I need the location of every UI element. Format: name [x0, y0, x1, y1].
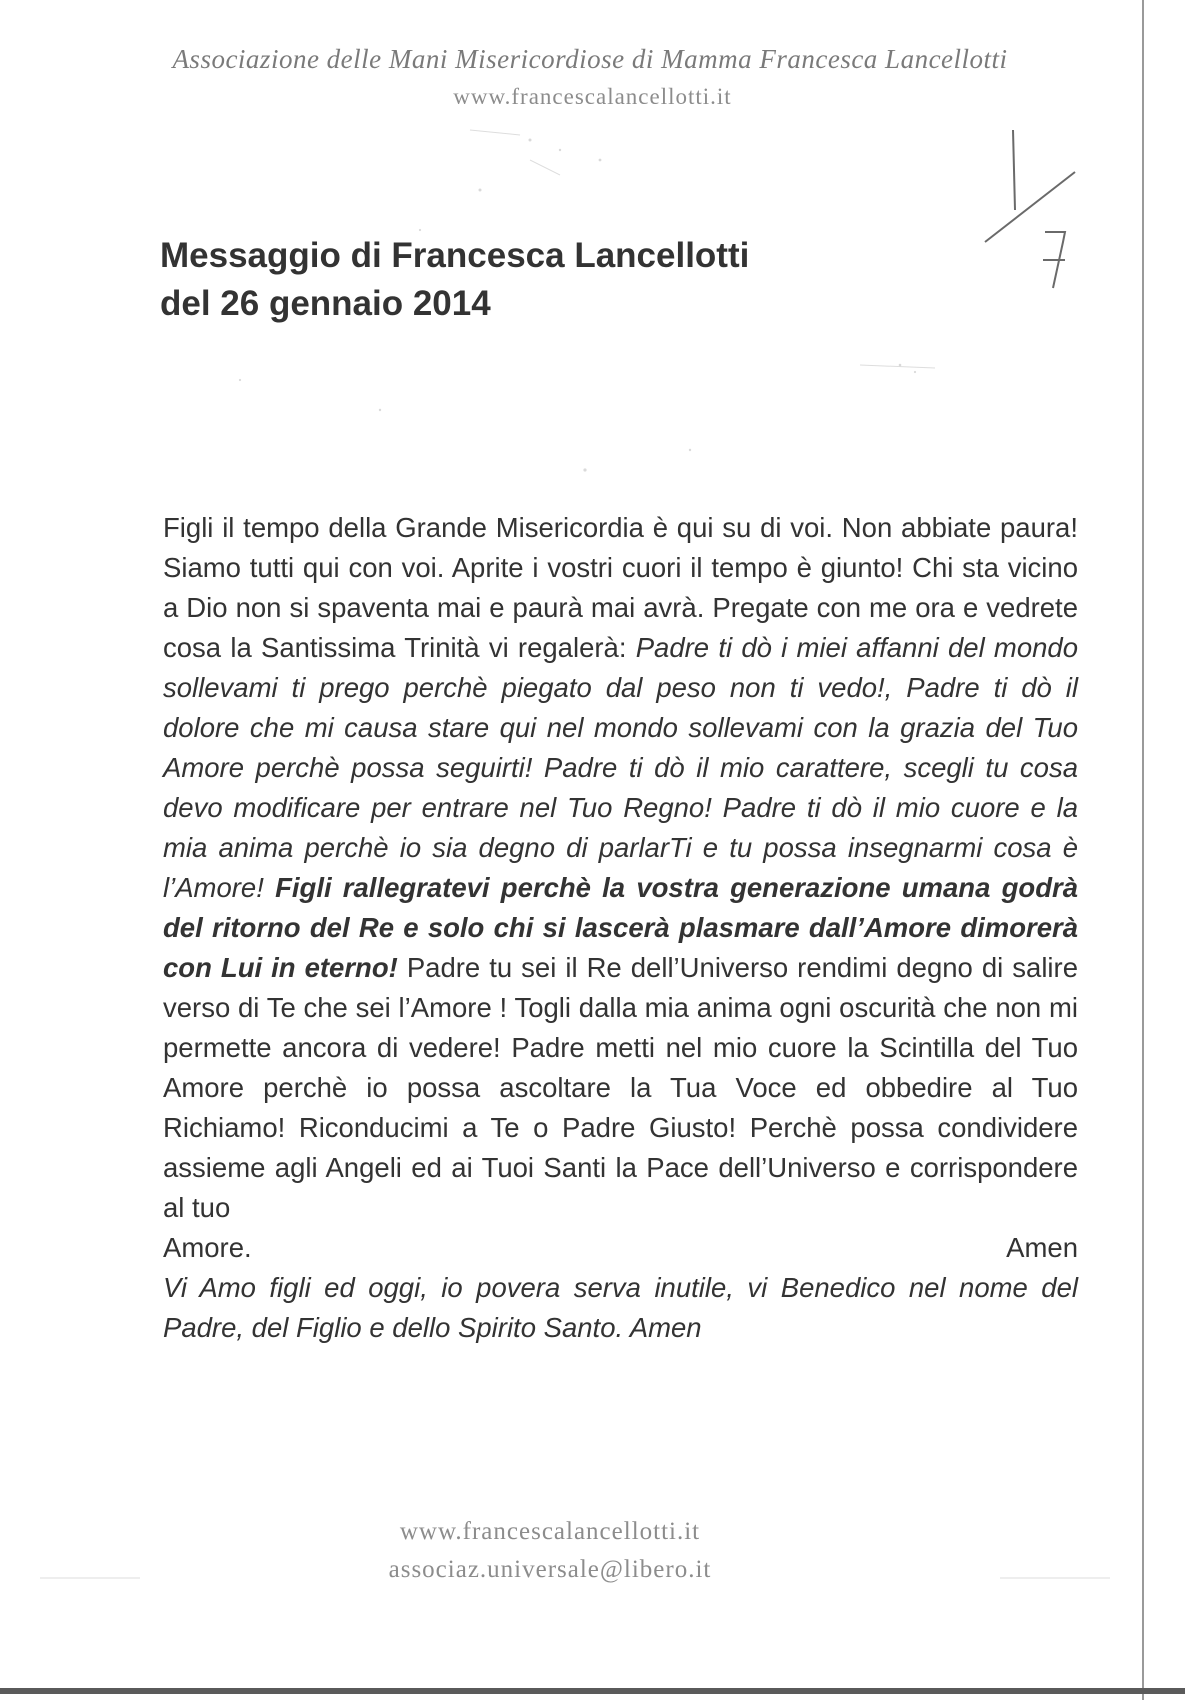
- message-closing: Vi Amo figli ed oggi, io povera serva inutile, vi Benedico nel nome del Padre, del Figlio e dello Spirito Santo. Amen: [163, 1272, 1078, 1343]
- message-prayer-2: Padre tu sei il Re dell’Universo rendimi degno di salire verso di Te che sei l’Amore ! Togli dalla mia anima ogni oscurità che non mi permette ancora di vedere! Padre metti nel mio cuore la Scintilla del Tuo Amore perchè io possa ascoltare la Tua Voce ed obbedire al Tuo Richiamo! Riconducimi a Te o Padre Giusto! Perchè possa condividere assieme agli Angeli ed ai Tuoi Santi la Pace dell’Universo e corrispondere al tuo: [163, 952, 1078, 1223]
- message-body: [163, 508, 1078, 1348]
- prayer-last-word: Amore.: [163, 1232, 252, 1263]
- amen-row: [163, 1228, 1078, 1268]
- message-paragraph: [163, 508, 1078, 1228]
- page-title: [160, 232, 749, 328]
- handwritten-page-number: [975, 120, 1085, 300]
- footer-email: associaz.universale@libero.it: [388, 1556, 712, 1583]
- association-name: Associazione delle Mani Misericordiose di Mamma Francesca Lancellotti: [172, 44, 1008, 74]
- amen-label: Amen: [1006, 1232, 1078, 1263]
- title-line-2: del 26 gennaio 2014: [160, 284, 491, 323]
- header-website: www.francescalancellotti.it: [453, 84, 732, 109]
- title-line-1: Messaggio di Francesca Lancellotti: [160, 236, 750, 275]
- message-prayer-1: Padre ti dò i miei affanni del mondo sollevami ti prego perchè piegato dal peso non ti vedo!, Padre ti dò il dolore che mi causa stare qui nel mondo sollevami con la grazia del Tuo Amore perchè possa seguirti! Padre ti dò il mio carattere, scegli tu cosa devo modificare per entrare nel Tuo Regno! Padre ti dò il mio cuore e la mia anima perchè io sia degno di parlarTi e tu possa insegnarmi cosa è l’Amore!: [163, 632, 1079, 903]
- footer-website: www.francescalancellotti.it: [399, 1518, 701, 1545]
- message-intro: Figli il tempo della Grande Misericordia è qui su di voi. Non abbiate paura! Siamo tutti qui con voi. Aprite i vostri cuori il tempo è giunto! Chi sta vicino a Dio non si spaventa mai e paurà mai avrà. Pregate con me ora e vedrete cosa la Santissima Trinità vi regalerà:: [163, 512, 1078, 663]
- message-exhortation: Figli rallegratevi perchè la vostra generazione umana godrà del ritorno del Re e solo chi si lascerà plasmare dall’Amore dimorerà con Lui in eterno!: [163, 872, 1078, 983]
